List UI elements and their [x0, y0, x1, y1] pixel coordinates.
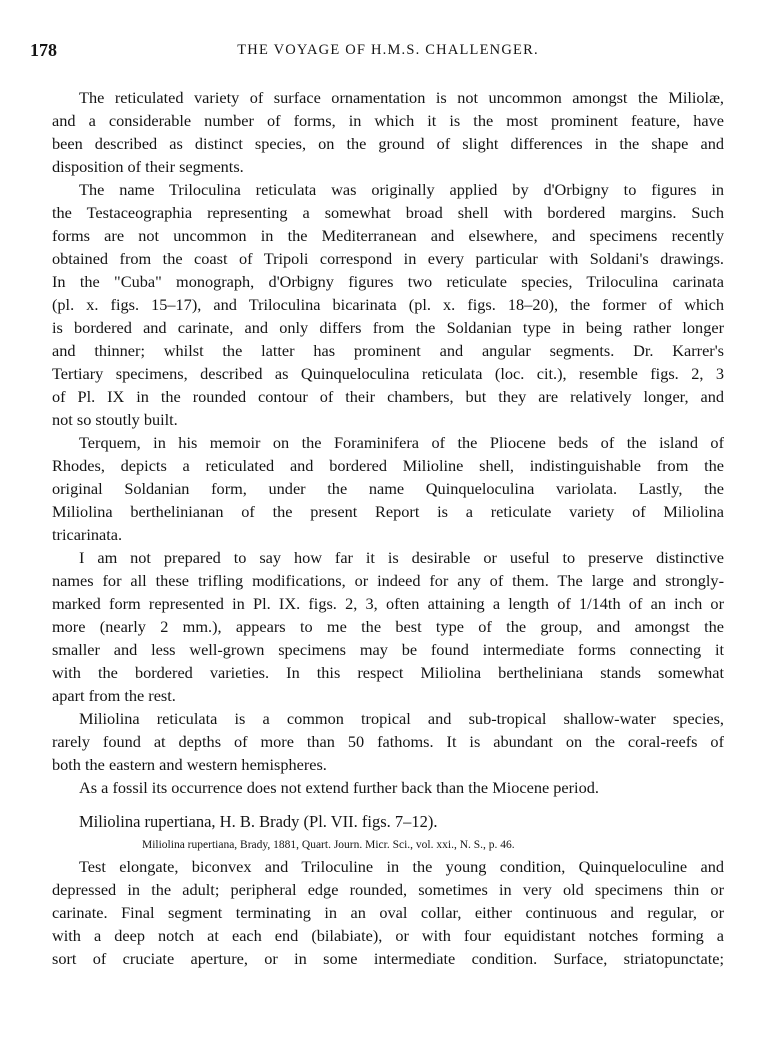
- text-line: carinate. Final segment terminating in an oval collar, either continuous and regular, or: [52, 903, 724, 922]
- text-line: and thinner; whilst the latter has prominent and angular segments. Dr. Karrer's: [52, 341, 724, 360]
- text-line: not so stoutly built.: [52, 410, 178, 429]
- text-line: sort of cruciate aperture, or in some intermediate condition. Surface, striatopunctate;: [52, 949, 724, 968]
- text-line: is bordered and carinate, and only differs from the Soldanian type in being rather longer: [52, 318, 724, 337]
- text-line: apart from the rest.: [52, 686, 176, 705]
- text-line: forms are not uncommon in the Mediterranean and elsewhere, and specimens recently: [52, 226, 724, 245]
- species-heading: Miliolina rupertiana, H. B. Brady (Pl. VII. figs. 7–12).: [79, 812, 438, 831]
- text-line: Miliolina reticulata is a common tropical and sub-tropical shallow-water species,: [79, 709, 724, 728]
- page-number: 178: [30, 40, 57, 60]
- text-line: with a deep notch at each end (bilabiate), or with four equidistant notches forming a: [52, 926, 724, 945]
- citation: Miliolina rupertiana, Brady, 1881, Quart. Journ. Micr. Sci., vol. xxi., N. S., p. 46.: [142, 839, 515, 851]
- text-line: The name Triloculina reticulata was originally applied by d'Orbigny to figures in: [79, 180, 724, 199]
- text-line: rarely found at depths of more than 50 fathoms. It is abundant on the coral-reefs of: [52, 732, 724, 751]
- text-line: As a fossil its occurrence does not extend further back than the Miocene period.: [79, 778, 599, 797]
- text-line: Tertiary specimens, described as Quinqueloculina reticulata (loc. cit.), resemble figs. 2, 3: [52, 364, 724, 383]
- text-line: both the eastern and western hemispheres.: [52, 755, 327, 774]
- text-line: obtained from the coast of Tripoli correspond in every particular with Soldani's drawings.: [52, 249, 724, 268]
- text-line: more (nearly 2 mm.), appears to me the best type of the group, and amongst the: [52, 617, 724, 636]
- text-line: The reticulated variety of surface ornamentation is not uncommon amongst the Miliolæ,: [79, 88, 724, 107]
- text-line: marked form represented in Pl. IX. figs. 2, 3, often attaining a length of 1/14th of an inch or: [52, 594, 724, 613]
- text-line: Terquem, in his memoir on the Foraminifera of the Pliocene beds of the island of: [79, 433, 724, 452]
- text-line: with the bordered varieties. In this respect Miliolina bertheliniana stands somewhat: [52, 663, 724, 682]
- text-line: names for all these trifling modifications, or indeed for any of them. The large and strongly-: [52, 571, 724, 590]
- text-line: of Pl. IX in the rounded contour of their chambers, but they are relatively longer, and: [52, 387, 724, 406]
- text-line: original Soldanian form, under the name Quinqueloculina variolata. Lastly, the: [52, 479, 724, 498]
- running-title: THE VOYAGE OF H.M.S. CHALLENGER.: [237, 42, 539, 58]
- text-line: depressed in the adult; peripheral edge rounded, sometimes in very old specimens thin or: [52, 880, 724, 899]
- text-line: In the "Cuba" monograph, d'Orbigny figures two reticulate species, Triloculina carinata: [52, 272, 724, 291]
- page-header: [0, 40, 776, 64]
- body-text: [52, 86, 724, 970]
- text-line: I am not prepared to say how far it is desirable or useful to preserve distinctive: [79, 548, 724, 567]
- text-line: (pl. x. figs. 15–17), and Triloculina bicarinata (pl. x. figs. 18–20), the former of which: [52, 295, 724, 314]
- text-line: tricarinata.: [52, 525, 123, 544]
- text-line: disposition of their segments.: [52, 157, 244, 176]
- text-line: the Testaceographia representing a somewhat broad shell with bordered margins. Such: [52, 203, 724, 222]
- text-line: Test elongate, biconvex and Triloculine in the young condition, Quinqueloculine and: [79, 857, 724, 876]
- text-line: been described as distinct species, on the ground of slight differences in the shape and: [52, 134, 724, 153]
- text-line: Rhodes, depicts a reticulated and bordered Milioline shell, indistinguishable from the: [52, 456, 724, 475]
- text-line: smaller and less well-grown specimens may be found intermediate forms connecting it: [52, 640, 724, 659]
- text-line: and a considerable number of forms, in which it is the most prominent feature, have: [52, 111, 724, 130]
- text-line: Miliolina berthelinianan of the present Report is a reticulate variety of Miliolina: [52, 502, 724, 521]
